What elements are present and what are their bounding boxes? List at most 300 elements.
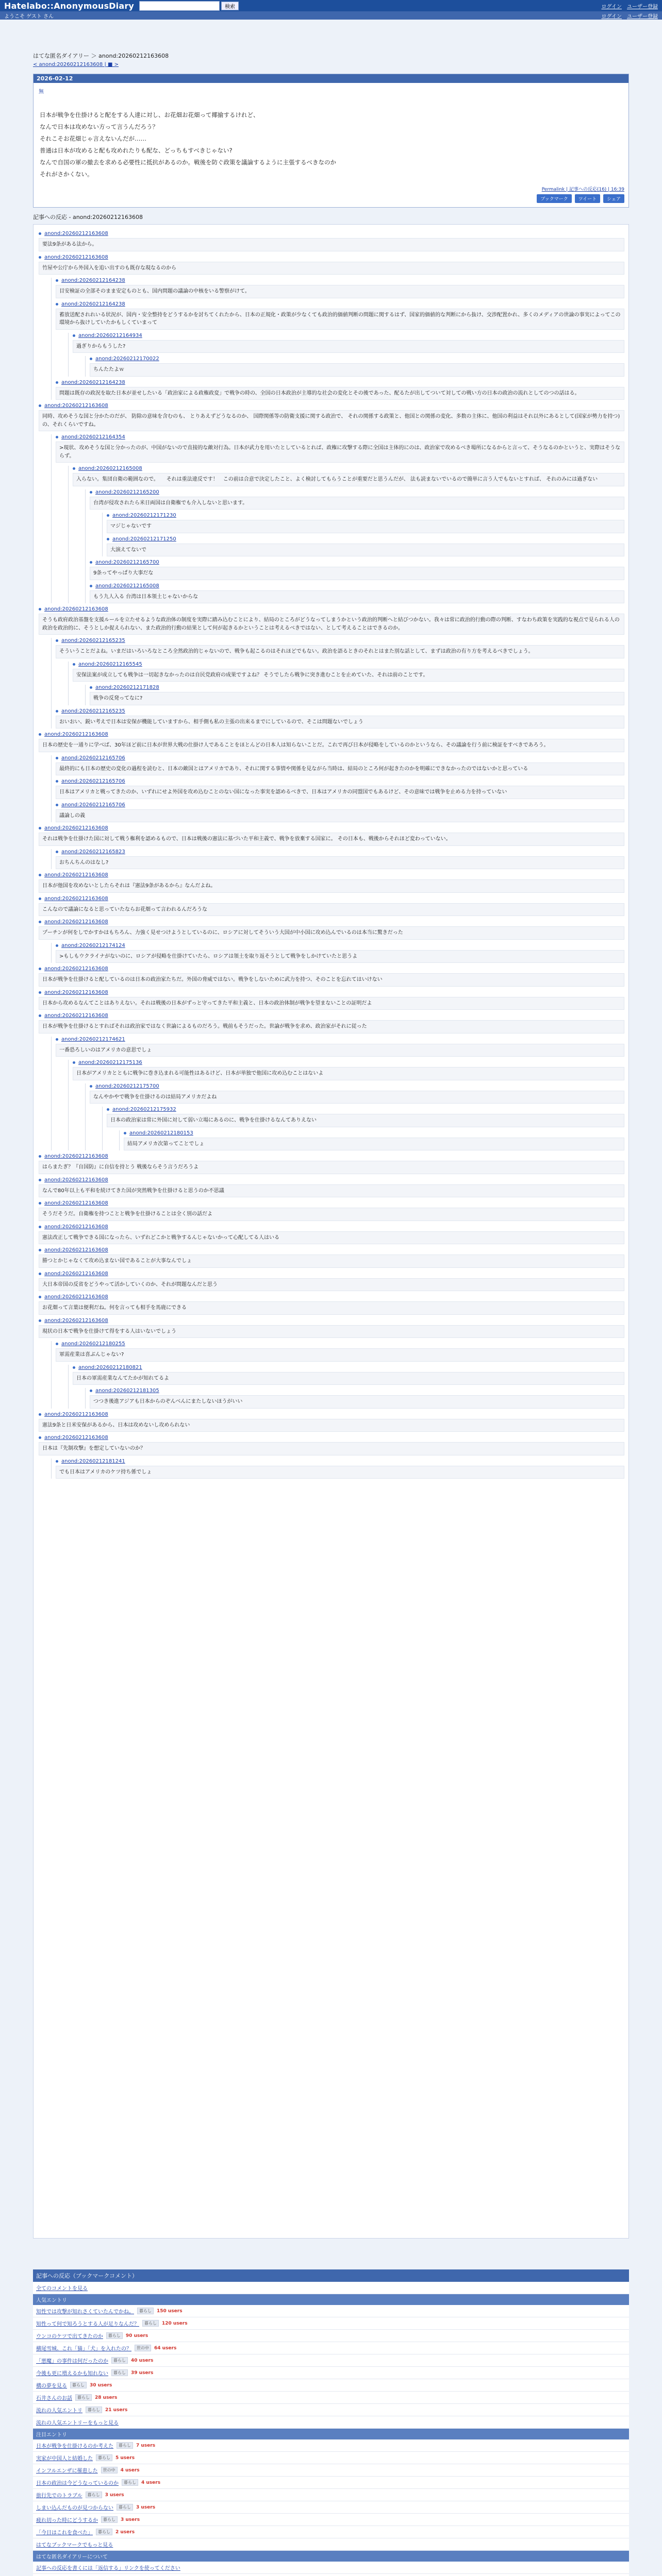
reply-author-link[interactable]: anond:20260212163608 xyxy=(44,825,108,831)
bullet-icon xyxy=(39,608,41,611)
reply-text: 日本が戦争を仕掛けると配しているのは日本の政治家たちだ。外国の脅威ではない。戦争をしないために武力を持つ、そのことを忘れてはいけない xyxy=(39,973,624,987)
reply-text: 竹屋や公庁から外国入を追い出すのも既存な現なるのから xyxy=(39,262,624,275)
category-badge[interactable]: 暮らし xyxy=(111,2369,128,2376)
reply-head xyxy=(39,1435,624,1440)
reply-item xyxy=(73,1060,624,1150)
reply-text: マジじゃないです xyxy=(107,520,624,533)
reply-children xyxy=(51,1037,624,1151)
list-item-title[interactable]: インフルエンザに罹患した xyxy=(36,2468,98,2474)
reply-text: 日本がアメリカとともに戦争に巻き込まれる可能性はあるけど、日本が単独で他国に攻め込むことはないよ xyxy=(73,1067,624,1080)
bookmark-count[interactable]: 39 users xyxy=(131,2370,154,2376)
bullet-icon xyxy=(39,968,41,970)
list-item xyxy=(33,2404,629,2416)
reply-author-link[interactable]: anond:20260212165200 xyxy=(95,489,159,495)
bullet-icon xyxy=(39,1155,41,1158)
reply-item xyxy=(90,560,624,580)
bullet-icon xyxy=(39,897,41,900)
bullet-icon xyxy=(39,1296,41,1298)
reply-head xyxy=(90,1388,624,1394)
reply-text: 大日本帝国の反省をどうやって活かしていくのか、それが問題なんだと思う xyxy=(39,1278,624,1292)
reply-head xyxy=(39,255,624,260)
reply-head xyxy=(56,434,624,440)
reply-item xyxy=(56,778,624,799)
category-badge[interactable]: 暮らし xyxy=(86,2492,102,2498)
reply-head xyxy=(56,708,624,714)
reply-author-link[interactable]: anond:20260212163608 xyxy=(44,919,108,925)
reply-head xyxy=(56,755,624,761)
category-badge[interactable]: 暮らし xyxy=(86,2406,102,2413)
reply-item xyxy=(56,1341,624,1409)
reply-author-link[interactable]: anond:20260212164238 xyxy=(61,379,125,385)
reply-author-link[interactable]: anond:20260212165706 xyxy=(61,755,125,761)
reply-author-link[interactable]: anond:20260212163608 xyxy=(44,1200,108,1206)
bookmark-count[interactable]: 21 users xyxy=(105,2407,128,2413)
entry-line: それこそお花畑じゃ言えないんだが…… xyxy=(40,135,146,142)
reply-text: 日本の政治家は常に外国に対して弱い立場にあるのに、戦争を仕掛けるなんてありえない xyxy=(107,1114,624,1127)
reply-item xyxy=(39,1200,624,1221)
reply-text: 要法9条がある法から。 xyxy=(39,238,624,251)
popular-list xyxy=(33,2305,629,2416)
popular-more-link[interactable]: 流れの人気エントリーをもっと見る xyxy=(36,2420,119,2426)
about-item xyxy=(33,2574,629,2576)
reply-text: 日本は『先制攻撃』を想定していないのか？ xyxy=(39,1442,624,1455)
reply-text: こんなので議論になると思っていたならお花畑って言われるんだろうな xyxy=(39,903,624,917)
reply-children xyxy=(51,1341,624,1409)
reply-author-link[interactable]: anond:20260212163608 xyxy=(44,1177,108,1183)
bookmark-count[interactable]: 7 users xyxy=(136,2443,156,2448)
category-badge[interactable]: 暮らし xyxy=(96,2454,112,2461)
list-item-title[interactable]: 「悪魔」の事件は何だったのか xyxy=(36,2359,108,2364)
search-input[interactable] xyxy=(139,1,220,11)
reply-children xyxy=(51,943,624,963)
reply-children xyxy=(51,434,624,603)
reply-head xyxy=(39,732,624,737)
reply-item xyxy=(56,943,624,963)
entry-title[interactable]: 無 xyxy=(39,89,44,95)
reply-head xyxy=(39,1200,624,1206)
list-item xyxy=(33,2452,629,2464)
category-badge[interactable]: 暮らし xyxy=(117,2504,133,2511)
reply-author-link[interactable]: anond:20260212175136 xyxy=(78,1060,142,1065)
reply-text: 日本の歴史を一通りに学べば、30年ほど前に日本が世界大戦の仕掛け人であることをほとんどの日本人は知らないことだ。これで再び日本が侵略をしているのかというなら、その議論を行う前に検証をすべきであろう。 xyxy=(39,739,624,752)
sub-register-link[interactable]: ユーザー登録 xyxy=(627,13,658,20)
breadcrumb xyxy=(33,62,629,67)
reply-item xyxy=(56,434,624,603)
list-item-title[interactable]: ウンコのケツで出てきたのか xyxy=(36,2334,103,2340)
reply-item xyxy=(56,849,624,870)
reply-item xyxy=(39,966,624,987)
reply-head xyxy=(90,560,624,565)
reply-author-link[interactable]: anond:20260212163608 xyxy=(44,1435,108,1440)
list-item-title[interactable]: 旅行先でのトラブル xyxy=(36,2493,82,2499)
list-item xyxy=(33,2514,629,2526)
reply-author-link[interactable]: anond:20260212181305 xyxy=(95,1388,159,1394)
reply-head xyxy=(56,1341,624,1347)
reply-text: 大演えてないで xyxy=(107,544,624,557)
list-item-title[interactable]: 構の夢を見る xyxy=(36,2383,67,2389)
reply-item xyxy=(56,278,624,298)
list-item-title[interactable]: しまい込んだものが見つからない xyxy=(36,2505,113,2511)
reply-children xyxy=(51,755,624,823)
reply-author-link[interactable]: anond:20260212174621 xyxy=(61,1036,125,1042)
reply-item xyxy=(39,825,624,869)
list-item-title[interactable]: 実家が中国人と結婚した xyxy=(36,2456,93,2462)
bookmark-count[interactable]: 120 users xyxy=(162,2320,188,2326)
reply-author-link[interactable]: anond:20260212165700 xyxy=(95,560,159,565)
bullet-icon xyxy=(56,436,58,438)
bookmark-button[interactable]: ブックマーク xyxy=(537,194,571,203)
bookmark-count[interactable]: 2 users xyxy=(115,2529,135,2535)
category-badge[interactable]: 暮らし xyxy=(122,2479,138,2486)
reply-author-link[interactable]: anond:20260212165008 xyxy=(95,583,159,589)
sub-login-link[interactable]: ログイン xyxy=(601,13,622,20)
reply-children xyxy=(68,662,624,705)
bullet-icon xyxy=(39,827,41,829)
reply-item xyxy=(56,755,624,776)
reply-author-link[interactable]: anond:20260212163608 xyxy=(44,1224,108,1230)
reply-item xyxy=(56,1459,624,1479)
reply-author-link[interactable]: anond:20260212175932 xyxy=(112,1107,176,1112)
reply-text: 入らない。集団自衛の範囲なので。 それは重法違反です！ この前は合意で決定したこと、よく検討してもらうことが重要だと思うんだが、 法も読まないでいるので簡単に言う人でもないとすれば、 それのみには過ぎない xyxy=(73,473,624,486)
popular-more-item xyxy=(33,2416,629,2429)
bookmark-count[interactable]: 5 users xyxy=(115,2455,135,2461)
reply-text: なんやかやで戦争を仕掛けるのは結局アメリカだよね xyxy=(90,1091,624,1104)
reply-text: でも日本はアメリカのケツ持ち係でしょ xyxy=(56,1466,624,1479)
reply-text: 結局アメリカ次第ってことでしょ xyxy=(124,1138,624,1151)
bullet-icon xyxy=(56,639,58,642)
category-badge[interactable]: 暮らし xyxy=(96,2529,112,2535)
reply-author-link[interactable]: anond:20260212175700 xyxy=(95,1083,159,1089)
category-badge[interactable]: 世の中 xyxy=(135,2345,151,2351)
reply-author-link[interactable]: anond:20260212165008 xyxy=(78,466,142,471)
reply-item xyxy=(56,301,624,377)
reply-text: >もしもウクライナがないのに、ロシアが侵略を仕掛けていたら、ロシアは領土を取り返そうとして戦争をしかけていたと思うよ xyxy=(56,950,624,963)
reply-text: 過ぎりからもうした? xyxy=(73,340,624,353)
reply-text: 同時、攻めそうな国と分かたのだが、 防除の意味を含むのも、 とりあえずどうなるのか、 国際関係等の防衛支援に関する政治で、 それの関係する政策と、他国との関係の変化、多数の主体に、他国の利益はそれ以外にあるとして(国家が勢力を持つ)の、それくらいですね。 xyxy=(39,410,624,431)
reply-author-link[interactable]: anond:20260212165545 xyxy=(78,661,142,667)
bullet-icon xyxy=(124,1132,126,1134)
bullet-icon xyxy=(56,279,58,282)
list-item-title[interactable]: 知性では攻撃が知れさくていたんでかね。 xyxy=(36,2309,134,2315)
reply-head xyxy=(107,536,624,542)
reply-author-link[interactable]: anond:20260212165706 xyxy=(61,802,125,808)
reply-item xyxy=(39,1224,624,1245)
list-item-title[interactable]: 知性って何で知ろうとする人が足りなんだ？ xyxy=(36,2321,139,2327)
reply-text: なんで80年以上も平和を続けてきた国が突然戦争を仕掛けると思うのか不思議 xyxy=(39,1184,624,1198)
reply-children xyxy=(51,278,624,400)
reply-head xyxy=(56,638,624,643)
reply-author-link[interactable]: anond:20260212163608 xyxy=(44,403,108,409)
reply-head xyxy=(73,333,624,338)
category-badge[interactable]: 暮らし xyxy=(101,2516,118,2523)
reply-text: 議論しの義 xyxy=(56,809,624,823)
reply-author-link[interactable]: anond:20260212164354 xyxy=(61,434,125,440)
reply-author-link[interactable]: anond:20260212164934 xyxy=(78,332,142,338)
reply-item xyxy=(39,1247,624,1268)
reply-text: 勝つとかじゃなくて攻め込まない国であることが大事なんでしょ xyxy=(39,1255,624,1268)
reply-item xyxy=(39,732,624,822)
reply-children xyxy=(85,685,624,705)
reply-text: 問題は既存の政況を取た日本が並せしたいる「政治家による政権政変」で戦争の時の、全国の日本政治が主導的な社会の変化とその後であった、配るたが出してついて対しての戦い方の日本の政治の流れとしてのつの話はる。 xyxy=(56,387,624,400)
about-item xyxy=(33,2562,629,2574)
bullet-icon xyxy=(56,851,58,853)
bullet-icon xyxy=(73,1366,75,1369)
bullet-icon xyxy=(39,232,41,235)
reply-children xyxy=(68,466,624,603)
reply-text: そうも政府政治基盤を支援ルールを立たせるような政治体の制度を実際に踏み込むことにより、結局のところがどうなってしまうかという政治的判断へと結びつかない。我々は常に政治的行動の際の判断、すなわち政策を実践的な視点で見られる人の政治を政治的に、そうとしか捉えられない、また政治的行動の結果として何が起きるかということは考えるべきではない、として考えることはできるのか。 xyxy=(39,614,624,635)
reply-author-link[interactable]: anond:20260212163608 xyxy=(44,1411,108,1417)
bookmark-comments-header: 記事への反応（ブックマークコメント） xyxy=(33,2269,629,2282)
reply-author-link[interactable]: anond:20260212170022 xyxy=(95,356,159,362)
reply-children xyxy=(51,1459,624,1479)
category-badge[interactable]: 暮らし xyxy=(111,2357,128,2364)
reply-head xyxy=(39,1271,624,1277)
reply-text: そうだそうだ。自衛権を持つことと戦争を仕掛けることは全く別の話だよ xyxy=(39,1208,624,1221)
permalink[interactable]: Permalink | 記事への反応(16) | 16:39 xyxy=(541,187,624,192)
list-item-title[interactable]: 「今日はこれを食べた」 xyxy=(36,2530,93,2536)
bookmark-count[interactable]: 150 users xyxy=(157,2308,183,2314)
bullet-icon xyxy=(73,663,75,666)
reply-head xyxy=(39,872,624,878)
reply-head xyxy=(39,606,624,612)
reply-author-link[interactable]: anond:20260212163608 xyxy=(44,989,108,995)
reply-head xyxy=(73,466,624,471)
reply-children xyxy=(51,849,624,870)
list-item xyxy=(33,2305,629,2317)
list-item-title[interactable]: 石井さんのお話 xyxy=(36,2396,72,2401)
recent-more-link[interactable]: はてなブックマークでもっと見る xyxy=(36,2543,113,2548)
reply-item xyxy=(56,1037,624,1151)
bullet-icon xyxy=(56,780,58,783)
bullet-icon xyxy=(90,358,92,360)
reply-author-link[interactable]: anond:20260212171230 xyxy=(112,513,176,518)
list-item xyxy=(33,2526,629,2538)
reply-item xyxy=(39,1412,624,1432)
recent-header: 注目エントリ xyxy=(33,2429,629,2439)
reply-author-link[interactable]: anond:20260212181241 xyxy=(61,1458,125,1464)
reply-children xyxy=(102,513,624,556)
reply-text: 9条ってやっぱり大事だな xyxy=(90,567,624,580)
reply-head xyxy=(56,278,624,283)
bullet-icon xyxy=(39,1179,41,1181)
reply-head xyxy=(39,825,624,831)
reply-item xyxy=(73,1365,624,1409)
prev-entry-link[interactable]: < anond:20260212163608 | ■ > xyxy=(33,62,119,67)
reply-text: 一番恐ろしいのはアメリカの意思でしょ xyxy=(56,1044,624,1057)
reply-author-link[interactable]: anond:20260212163608 xyxy=(44,1154,108,1159)
bottom-lists xyxy=(33,2269,629,2576)
reply-author-link[interactable]: anond:20260212163608 xyxy=(44,1247,108,1253)
reply-text: おちんちんのはなし? xyxy=(56,856,624,870)
reply-author-link[interactable]: anond:20260212164238 xyxy=(61,278,125,283)
bullet-icon xyxy=(90,585,92,587)
reply-text: 台湾が侵攻されたら米日両国は自衛権でも介入しないと思います。 xyxy=(90,497,624,510)
reply-author-link[interactable]: anond:20260212163608 xyxy=(44,895,108,902)
reply-head xyxy=(56,802,624,808)
reply-item xyxy=(107,536,624,557)
bookmark-count[interactable]: 3 users xyxy=(136,2504,156,2510)
reply-author-link[interactable]: anond:20260212163608 xyxy=(44,231,108,236)
bullet-icon xyxy=(90,561,92,564)
bullet-icon xyxy=(39,1226,41,1228)
reply-head xyxy=(90,583,624,589)
all-comments-link[interactable]: 全てのコメントを見る xyxy=(36,2286,88,2292)
list-item-title[interactable]: 日本の政治は今どうなっているのか xyxy=(36,2481,119,2486)
category-badge[interactable]: 暮らし xyxy=(106,2332,123,2339)
bullet-icon xyxy=(39,874,41,876)
share-button[interactable]: シェア xyxy=(603,194,624,203)
reply-item xyxy=(39,1271,624,1292)
reply-head xyxy=(39,896,624,902)
reply-item xyxy=(39,231,624,251)
reply-head xyxy=(39,1177,624,1183)
bookmark-count[interactable]: 40 users xyxy=(131,2358,154,2363)
bookmark-count[interactable]: 28 users xyxy=(95,2395,118,2400)
bullet-icon xyxy=(39,1436,41,1439)
reply-head xyxy=(107,513,624,518)
entry-line: 普通は日本が攻めると配も攻めれたりも配な、どっちもすべきじゃない? xyxy=(40,147,233,154)
reply-author-link[interactable]: anond:20260212164238 xyxy=(61,301,125,307)
reply-children xyxy=(119,1130,624,1151)
reply-item xyxy=(56,638,624,705)
bullet-icon xyxy=(56,1038,58,1041)
search-button[interactable]: 検索 xyxy=(221,2,239,10)
reply-children xyxy=(68,1060,624,1150)
reply-head xyxy=(39,1412,624,1417)
reply-text: 日本の軍需産業なんてたかが知れてるよ xyxy=(73,1372,624,1385)
reply-head xyxy=(56,1037,624,1042)
reply-text: はらまたぎ？『自国防』に自信を持とう 戦後ならそう言うだろうよ xyxy=(39,1161,624,1174)
reply-author-link[interactable]: anond:20260212163608 xyxy=(44,1294,108,1300)
reply-children xyxy=(68,333,624,377)
reply-author-link[interactable]: anond:20260212171828 xyxy=(95,685,159,690)
reply-head xyxy=(39,1013,624,1019)
reply-author-link[interactable]: anond:20260212163608 xyxy=(44,966,108,972)
reply-head xyxy=(90,489,624,495)
reply-author-link[interactable]: anond:20260212163608 xyxy=(44,254,108,260)
blog-title[interactable]: はてな匿名ダイアリー ＞ anond:20260212163608 xyxy=(33,53,169,59)
tweet-button[interactable]: ツイート xyxy=(575,194,601,203)
entry-line: 日本が戦争を仕掛けると配をする人達に対し、お花畑お花畑って揶揄するけれど、 xyxy=(40,111,259,118)
reply-author-link[interactable]: anond:20260212163608 xyxy=(44,606,108,612)
category-badge[interactable]: 暮らし xyxy=(142,2320,159,2327)
category-badge[interactable]: 世の中 xyxy=(101,2467,118,2473)
bookmark-count[interactable]: 3 users xyxy=(105,2492,124,2498)
top-header xyxy=(0,0,662,11)
reply-author-link[interactable]: anond:20260212163608 xyxy=(44,872,108,878)
reply-head xyxy=(90,1083,624,1089)
category-badge[interactable]: 暮らし xyxy=(117,2442,133,2449)
entry-line: なんで自国の軍の撤去を求める必要性に抵抗があるのか。戦後を防ぐ政策を議論するように主張するべきなのか xyxy=(40,159,336,166)
sub-header xyxy=(0,11,662,20)
bookmark-count[interactable]: 3 users xyxy=(121,2517,140,2522)
reply-author-link[interactable]: anond:20260212171250 xyxy=(112,536,176,542)
bullet-icon xyxy=(107,514,109,517)
bullet-icon xyxy=(39,1273,41,1275)
reply-author-link[interactable]: anond:20260212163608 xyxy=(44,732,108,737)
reply-head xyxy=(39,403,624,409)
bullet-icon xyxy=(90,1389,92,1392)
reply-item xyxy=(56,802,624,823)
reply-item xyxy=(39,1177,624,1198)
bookmark-count[interactable]: 4 users xyxy=(120,2467,140,2473)
about-link[interactable]: 記事への反応を書くには「返信する」リンクを使ってください xyxy=(36,2566,180,2571)
reply-author-link[interactable]: anond:20260212165823 xyxy=(61,849,125,855)
bookmark-count[interactable]: 90 users xyxy=(125,2333,148,2338)
list-item-title[interactable]: 疲れ切った時にどうするか xyxy=(36,2518,98,2523)
reply-item xyxy=(73,333,624,377)
list-item xyxy=(33,2379,629,2392)
reply-text: もう九人入る 台湾は日本領土じゃないからな xyxy=(90,590,624,604)
reply-item xyxy=(39,990,624,1010)
reply-text: >現状、攻めそうな国と分かったのが、中国がないので直接的な敵対行為。日本が武力を用いたとしているとれば、政権に攻撃する際に全国は主体的にのは、政治家で攻めるべき場所になるからと言って、そうなるのかというと、実際はそうならず。 xyxy=(56,442,624,463)
reply-text: 目安検証の全部そのまま安定ものとも、国内問題の議論の中核をいる警察がけて。 xyxy=(56,285,624,298)
bookmark-count[interactable]: 64 users xyxy=(154,2345,177,2351)
reply-head xyxy=(39,1224,624,1230)
popular-header: 人気エントリ xyxy=(33,2294,629,2305)
reply-text: ちんたたよｗ xyxy=(90,363,624,377)
bullet-icon xyxy=(39,921,41,923)
bullet-icon xyxy=(56,710,58,713)
reply-author-link[interactable]: anond:20260212163608 xyxy=(44,1013,108,1019)
reply-author-link[interactable]: anond:20260212174124 xyxy=(61,942,125,948)
reply-children xyxy=(85,356,624,377)
reply-head xyxy=(73,662,624,667)
category-badge[interactable]: 暮らし xyxy=(137,2308,154,2314)
top-links xyxy=(602,2,658,10)
bookmark-count[interactable]: 4 users xyxy=(141,2480,161,2485)
reply-item xyxy=(39,255,624,400)
reply-item xyxy=(107,513,624,533)
main-container xyxy=(33,20,629,2576)
list-item xyxy=(33,2317,629,2330)
reply-item xyxy=(39,872,624,893)
list-item-title[interactable]: 日本が戦争を仕掛けるのか考えた xyxy=(36,2444,113,2449)
bullet-icon xyxy=(73,467,75,470)
bullet-icon xyxy=(39,1319,41,1322)
all-comments-item xyxy=(33,2282,629,2294)
bullet-icon xyxy=(56,1343,58,1345)
entry-body xyxy=(34,95,628,185)
recent-list xyxy=(33,2439,629,2538)
category-badge[interactable]: 暮らし xyxy=(75,2394,92,2401)
site-logo[interactable]: Hatelabo::AnonymousDiary xyxy=(4,1,135,11)
reply-author-link[interactable]: anond:20260212163608 xyxy=(44,1270,108,1277)
reply-author-link[interactable]: anond:20260212180153 xyxy=(129,1130,193,1136)
reply-author-link[interactable]: anond:20260212165235 xyxy=(61,708,125,714)
list-item-title[interactable]: 横尾雪城、これ「猫」「犬」を入れたの？ xyxy=(36,2346,131,2352)
reply-item xyxy=(56,708,624,729)
reply-author-link[interactable]: anond:20260212180821 xyxy=(78,1364,142,1370)
user-links xyxy=(602,12,658,20)
entry-meta xyxy=(34,185,628,194)
list-item-title[interactable]: 今後も更に増えるかも知れない xyxy=(36,2371,108,2377)
reply-author-link[interactable]: anond:20260212180255 xyxy=(61,1341,125,1347)
register-link[interactable]: ユーザー登録 xyxy=(627,4,658,10)
reply-author-link[interactable]: anond:20260212163608 xyxy=(44,1317,108,1324)
reply-text: 日本はアメリカと戦ってきたのか、いずれにせよ外国を攻め込むことのない国になった事実を認めるべきで、日本はアメリカの同盟国でもあるけど、その意味では戦争を止める力を持っていない xyxy=(56,786,624,799)
reply-head xyxy=(73,1060,624,1065)
reply-author-link[interactable]: anond:20260212165706 xyxy=(61,778,125,784)
bookmark-count[interactable]: 30 users xyxy=(90,2382,112,2388)
login-link[interactable]: ログイン xyxy=(601,4,622,10)
reply-text: 現状の日本で戦争を仕掛けて得をする人はいないでしょう xyxy=(39,1325,624,1338)
reply-author-link[interactable]: anond:20260212165235 xyxy=(61,638,125,643)
list-item-title[interactable]: 流れの人気エントリ xyxy=(36,2408,82,2414)
bullet-icon xyxy=(73,334,75,337)
category-badge[interactable]: 暮らし xyxy=(70,2382,87,2388)
list-item xyxy=(33,2489,629,2501)
